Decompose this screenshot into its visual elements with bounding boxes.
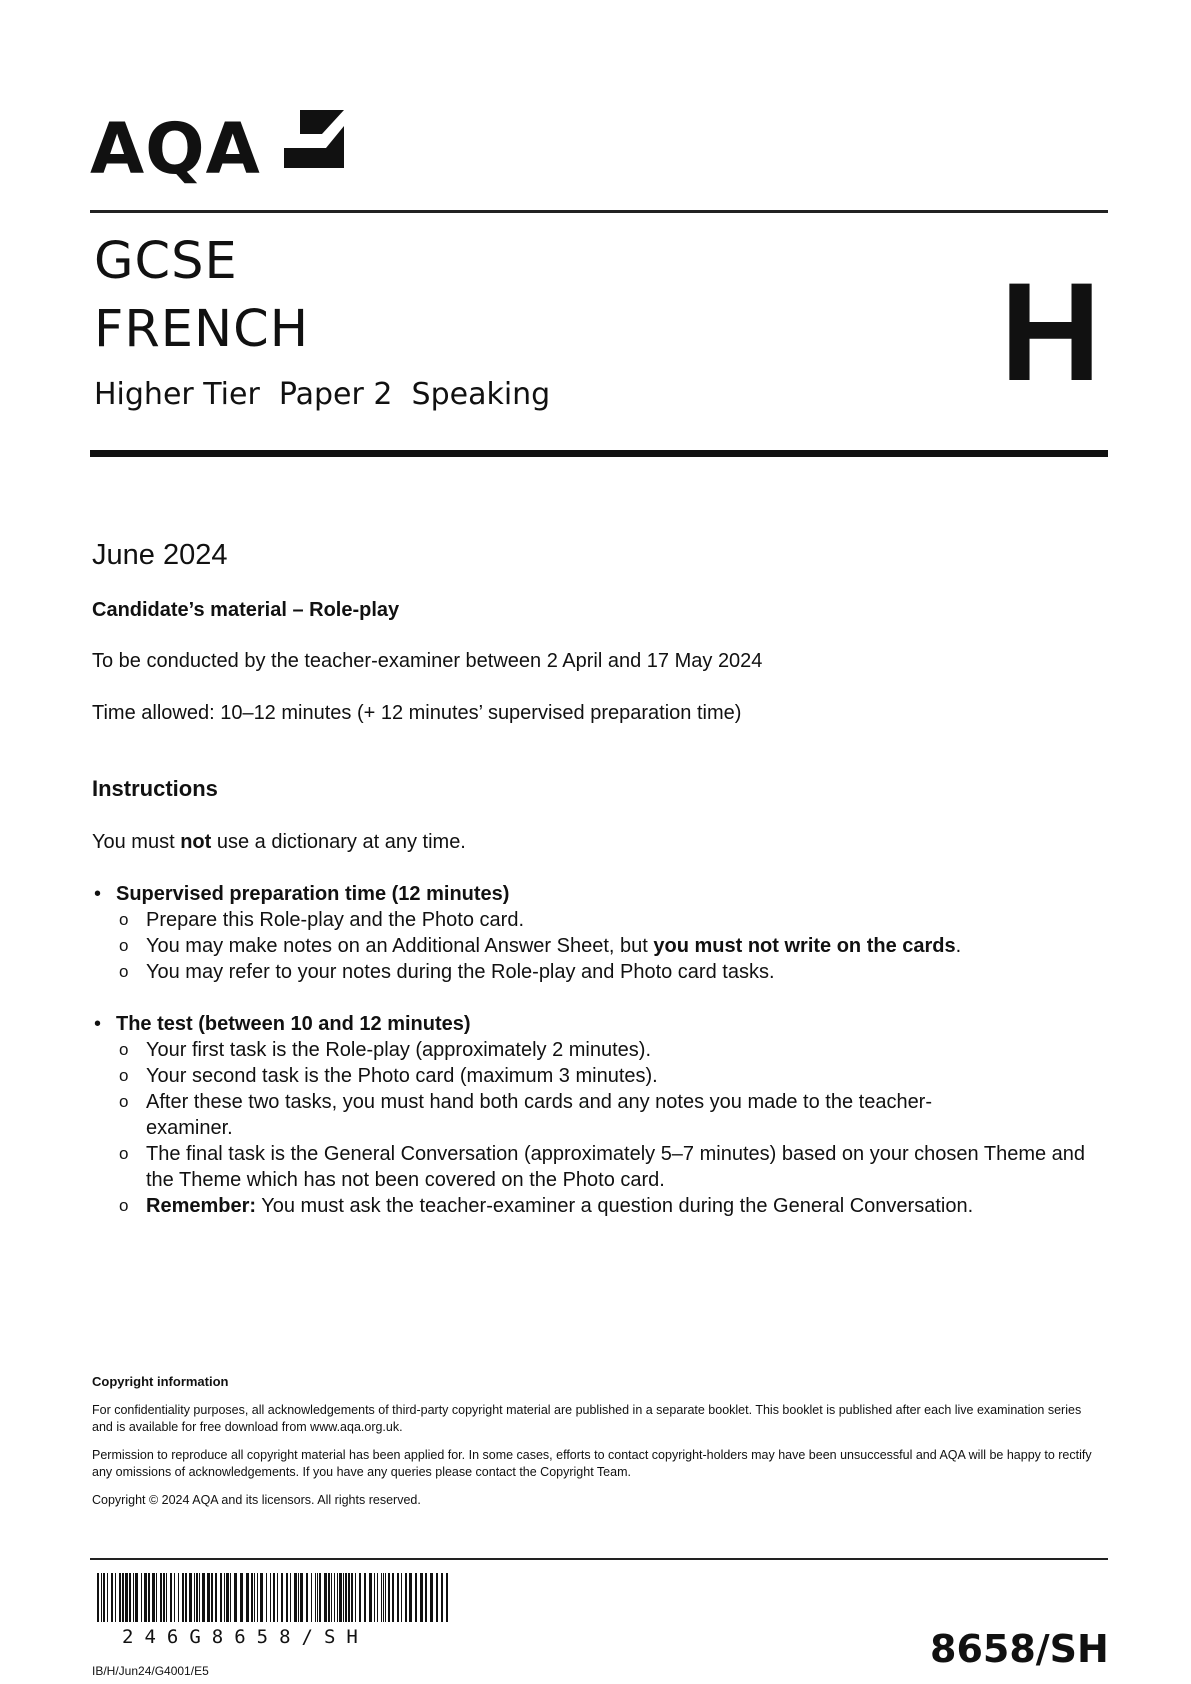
copyright-para-1: For confidentiality purposes, all acknowledgements of third-party copyright material are published in a separate booklet. This booklet is published after each live examination series and is available for free download from www.aqa.org.uk.	[92, 1403, 1082, 1434]
list-item-text: The final task is the General Conversation (approximately 5–7 minutes) based on your chosen Theme and the Theme which has not been covered on the Photo card.	[146, 1143, 1086, 1191]
circle-bullet-icon: o	[119, 1040, 129, 1059]
copyright-heading: Copyright information	[92, 1374, 229, 1389]
copyright-para-2: Permission to reproduce all copyright material has been applied for. In some cases, efforts to contact copyright-holders may have been unsuccessful and AQA will be happy to rectify any omissions of acknowledgements. If you have any queries please contact the Copyright Team.	[92, 1448, 1092, 1479]
material-label: Candidate’s material – Role-play	[92, 599, 400, 621]
test-heading	[92, 1011, 1102, 1037]
test-list	[92, 1037, 1102, 1219]
list-item-text-post: You must ask the teacher-examiner a question during the General Conversation.	[256, 1195, 974, 1217]
list-item-text: You may refer to your notes during the Role-play and Photo card tasks.	[146, 961, 775, 983]
bullet-icon: •	[94, 883, 102, 905]
list-item	[92, 907, 1092, 933]
list-item-text: Your second task is the Photo card (maximum 3 minutes).	[146, 1065, 658, 1087]
list-item	[92, 1037, 1102, 1063]
prep-section	[92, 881, 1092, 985]
exam-date: June 2024	[92, 539, 228, 571]
prep-heading	[92, 881, 1092, 907]
time-allowed: Time allowed: 10–12 minutes (+ 12 minutes’ supervised preparation time)	[92, 702, 742, 724]
list-item-text-bold: Remember:	[146, 1195, 257, 1217]
test-heading-text: The test (between 10 and 12 minutes)	[116, 1013, 471, 1035]
aqa-logo	[90, 106, 360, 202]
circle-bullet-icon: o	[119, 1144, 129, 1163]
test-section	[92, 1011, 1102, 1219]
instructions-heading: Instructions	[92, 776, 218, 801]
reference-code: IB/H/Jun24/G4001/E5	[92, 1664, 209, 1678]
paper-code: 8658/SH	[930, 1627, 1109, 1671]
list-item-text: Your first task is the Role-play (approximately 2 minutes).	[146, 1039, 652, 1061]
circle-bullet-icon: o	[119, 936, 129, 955]
header-bottom-rule	[90, 450, 1108, 457]
list-item	[92, 933, 1092, 959]
list-item	[92, 1193, 1102, 1219]
paper-subtitle: Higher Tier Paper 2 Speaking	[94, 377, 551, 412]
list-item	[92, 959, 1092, 985]
list-item	[92, 1063, 1102, 1089]
circle-bullet-icon: o	[119, 1196, 129, 1215]
bullet-icon: •	[94, 1013, 102, 1035]
subject-title: FRENCH	[94, 300, 310, 359]
list-item-text-post: .	[955, 935, 962, 957]
dictionary-text-not: not	[180, 831, 212, 853]
prep-heading-text: Supervised preparation time (12 minutes)	[116, 883, 510, 905]
list-item	[92, 1141, 1102, 1193]
header-top-rule	[90, 210, 1108, 213]
circle-bullet-icon: o	[119, 910, 129, 929]
list-item-text: Prepare this Role-play and the Photo card.	[146, 909, 524, 931]
aqa-logo-text: AQA	[90, 108, 261, 190]
list-item-text-bold: you must not write on the cards	[653, 935, 956, 957]
barcode-icon	[97, 1573, 453, 1622]
dictionary-text-post: use a dictionary at any time.	[211, 831, 466, 853]
dictionary-instruction	[92, 829, 466, 855]
circle-bullet-icon: o	[119, 962, 129, 981]
list-item	[92, 1089, 1102, 1141]
barcode-text: 246G8658/SH	[122, 1626, 369, 1648]
dictionary-text-pre: You must	[92, 831, 181, 853]
qualification-title: GCSE	[94, 232, 238, 291]
list-item-text-pre: You may make notes on an Additional Answer Sheet, but	[146, 935, 654, 957]
footer-rule	[90, 1558, 1108, 1560]
circle-bullet-icon: o	[119, 1092, 129, 1111]
conducted-dates: To be conducted by the teacher-examiner between 2 April and 17 May 2024	[92, 650, 763, 672]
tier-letter: H	[1000, 253, 1102, 410]
circle-bullet-icon: o	[119, 1066, 129, 1085]
prep-list	[92, 907, 1092, 985]
copyright-para-3: Copyright © 2024 AQA and its licensors. All rights reserved.	[92, 1493, 421, 1507]
aqa-leaf-icon	[282, 108, 346, 172]
list-item-text: After these two tasks, you must hand both cards and any notes you made to the teacher-examiner.	[146, 1091, 933, 1139]
